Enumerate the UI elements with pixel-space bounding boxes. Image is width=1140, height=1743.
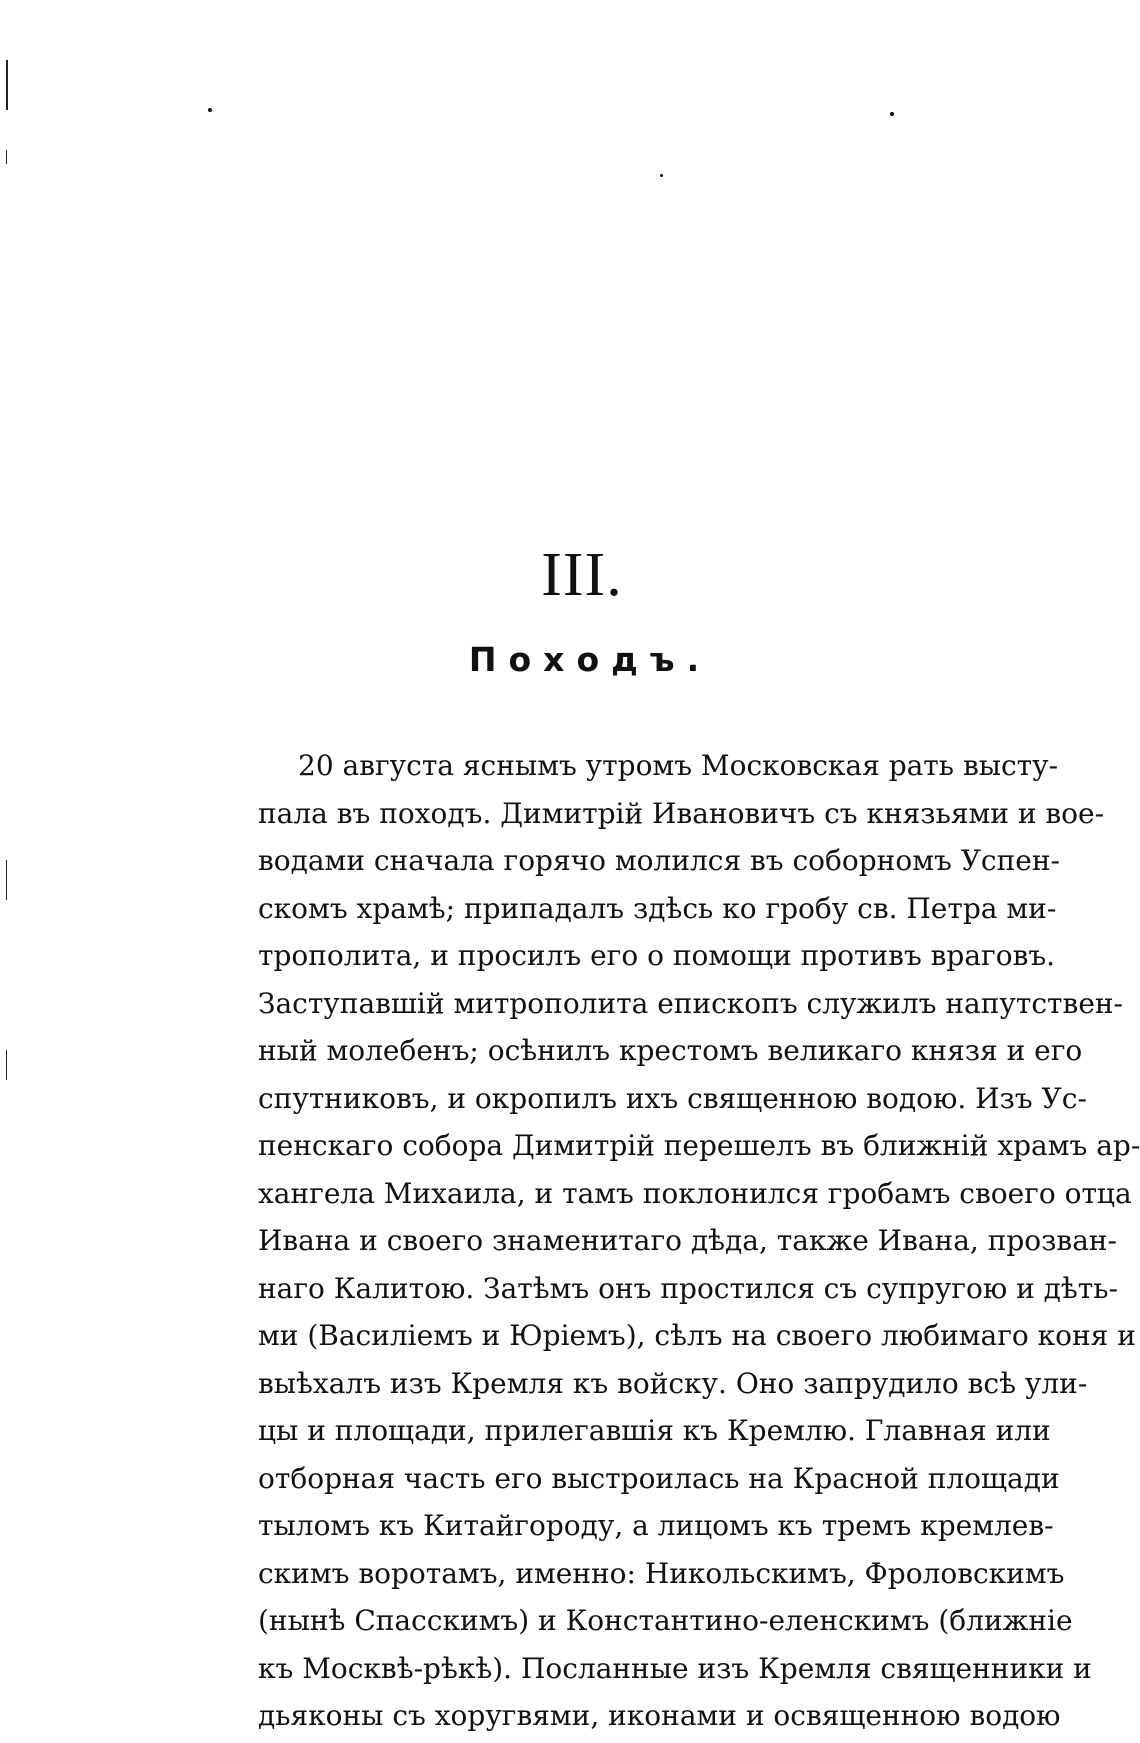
- scan-edge-mark: [6, 150, 7, 164]
- text-line: трополита, и просилъ его о помощи противъ враговъ.: [258, 939, 1056, 972]
- scan-speck: [890, 112, 894, 116]
- text-line: дьяконы съ хоругвями, иконами и освященною водою: [258, 1699, 1061, 1732]
- chapter-numeral: III.: [541, 541, 623, 609]
- text-line: отборная часть его выстроилась на Красной площади: [258, 1461, 1060, 1495]
- text-line: (нынѣ Спасскимъ) и Константино-еленскимъ (ближніе: [258, 1604, 1073, 1637]
- scan-speck: [208, 108, 212, 112]
- text-line: выѣхалъ изъ Кремля къ войску. Оно запрудило всѣ ули-: [258, 1366, 1088, 1400]
- text-line: Заступавшій митрополита епископъ служилъ напутствен-: [258, 986, 1124, 1020]
- text-line: наго Калитою. Затѣмъ онъ простился съ супругою и дѣть-: [258, 1271, 1118, 1305]
- text-line: къ Москвѣ-рѣкѣ). Посланные изъ Кремля священники и: [258, 1651, 1092, 1685]
- text-line: скимъ воротамъ, именно: Никольскимъ, Фроловскимъ: [258, 1556, 1065, 1590]
- scan-edge-mark: [6, 860, 7, 900]
- text-line: цы и площади, прилегавшія къ Кремлю. Главная или: [258, 1414, 1051, 1447]
- text-line: спутниковъ, и окропилъ ихъ священною водою. Изъ Ус-: [258, 1081, 1087, 1115]
- text-line: Ивана и своего знаменитаго дѣда, также Ивана, прозван-: [258, 1224, 1118, 1257]
- text-line: пенскаго собора Димитрій перешелъ въ ближній храмъ ар-: [258, 1129, 1140, 1162]
- text-line: ми (Василіемъ и Юріемъ), сѣлъ на своего любимаго коня и: [258, 1319, 1136, 1352]
- scan-speck: [660, 174, 663, 177]
- scan-edge-mark: [6, 60, 8, 110]
- text-line: хангела Михаила, и тамъ поклонился гробамъ своего отца: [258, 1176, 1132, 1210]
- text-line: скомъ храмѣ; припадалъ здѣсь ко гробу св. Петра ми-: [258, 891, 1057, 925]
- text-line: ный молебенъ; осѣнилъ крестомъ великаго князя и его: [258, 1034, 1083, 1067]
- text-line: 20 августа яснымъ утромъ Московская рать высту-: [298, 749, 1059, 782]
- scan-edge-mark: [6, 1050, 7, 1080]
- chapter-body: [258, 742, 1140, 1740]
- text-line: водами сначала горячо молился въ соборномъ Успен-: [258, 844, 1060, 877]
- text-line: тыломъ къ Китайгороду, а лицомъ къ тремъ кремлев-: [258, 1509, 1054, 1542]
- chapter-title: Походъ.: [468, 640, 712, 679]
- text-line: пала въ походъ. Димитрій Ивановичъ съ князьями и вое-: [258, 796, 1105, 830]
